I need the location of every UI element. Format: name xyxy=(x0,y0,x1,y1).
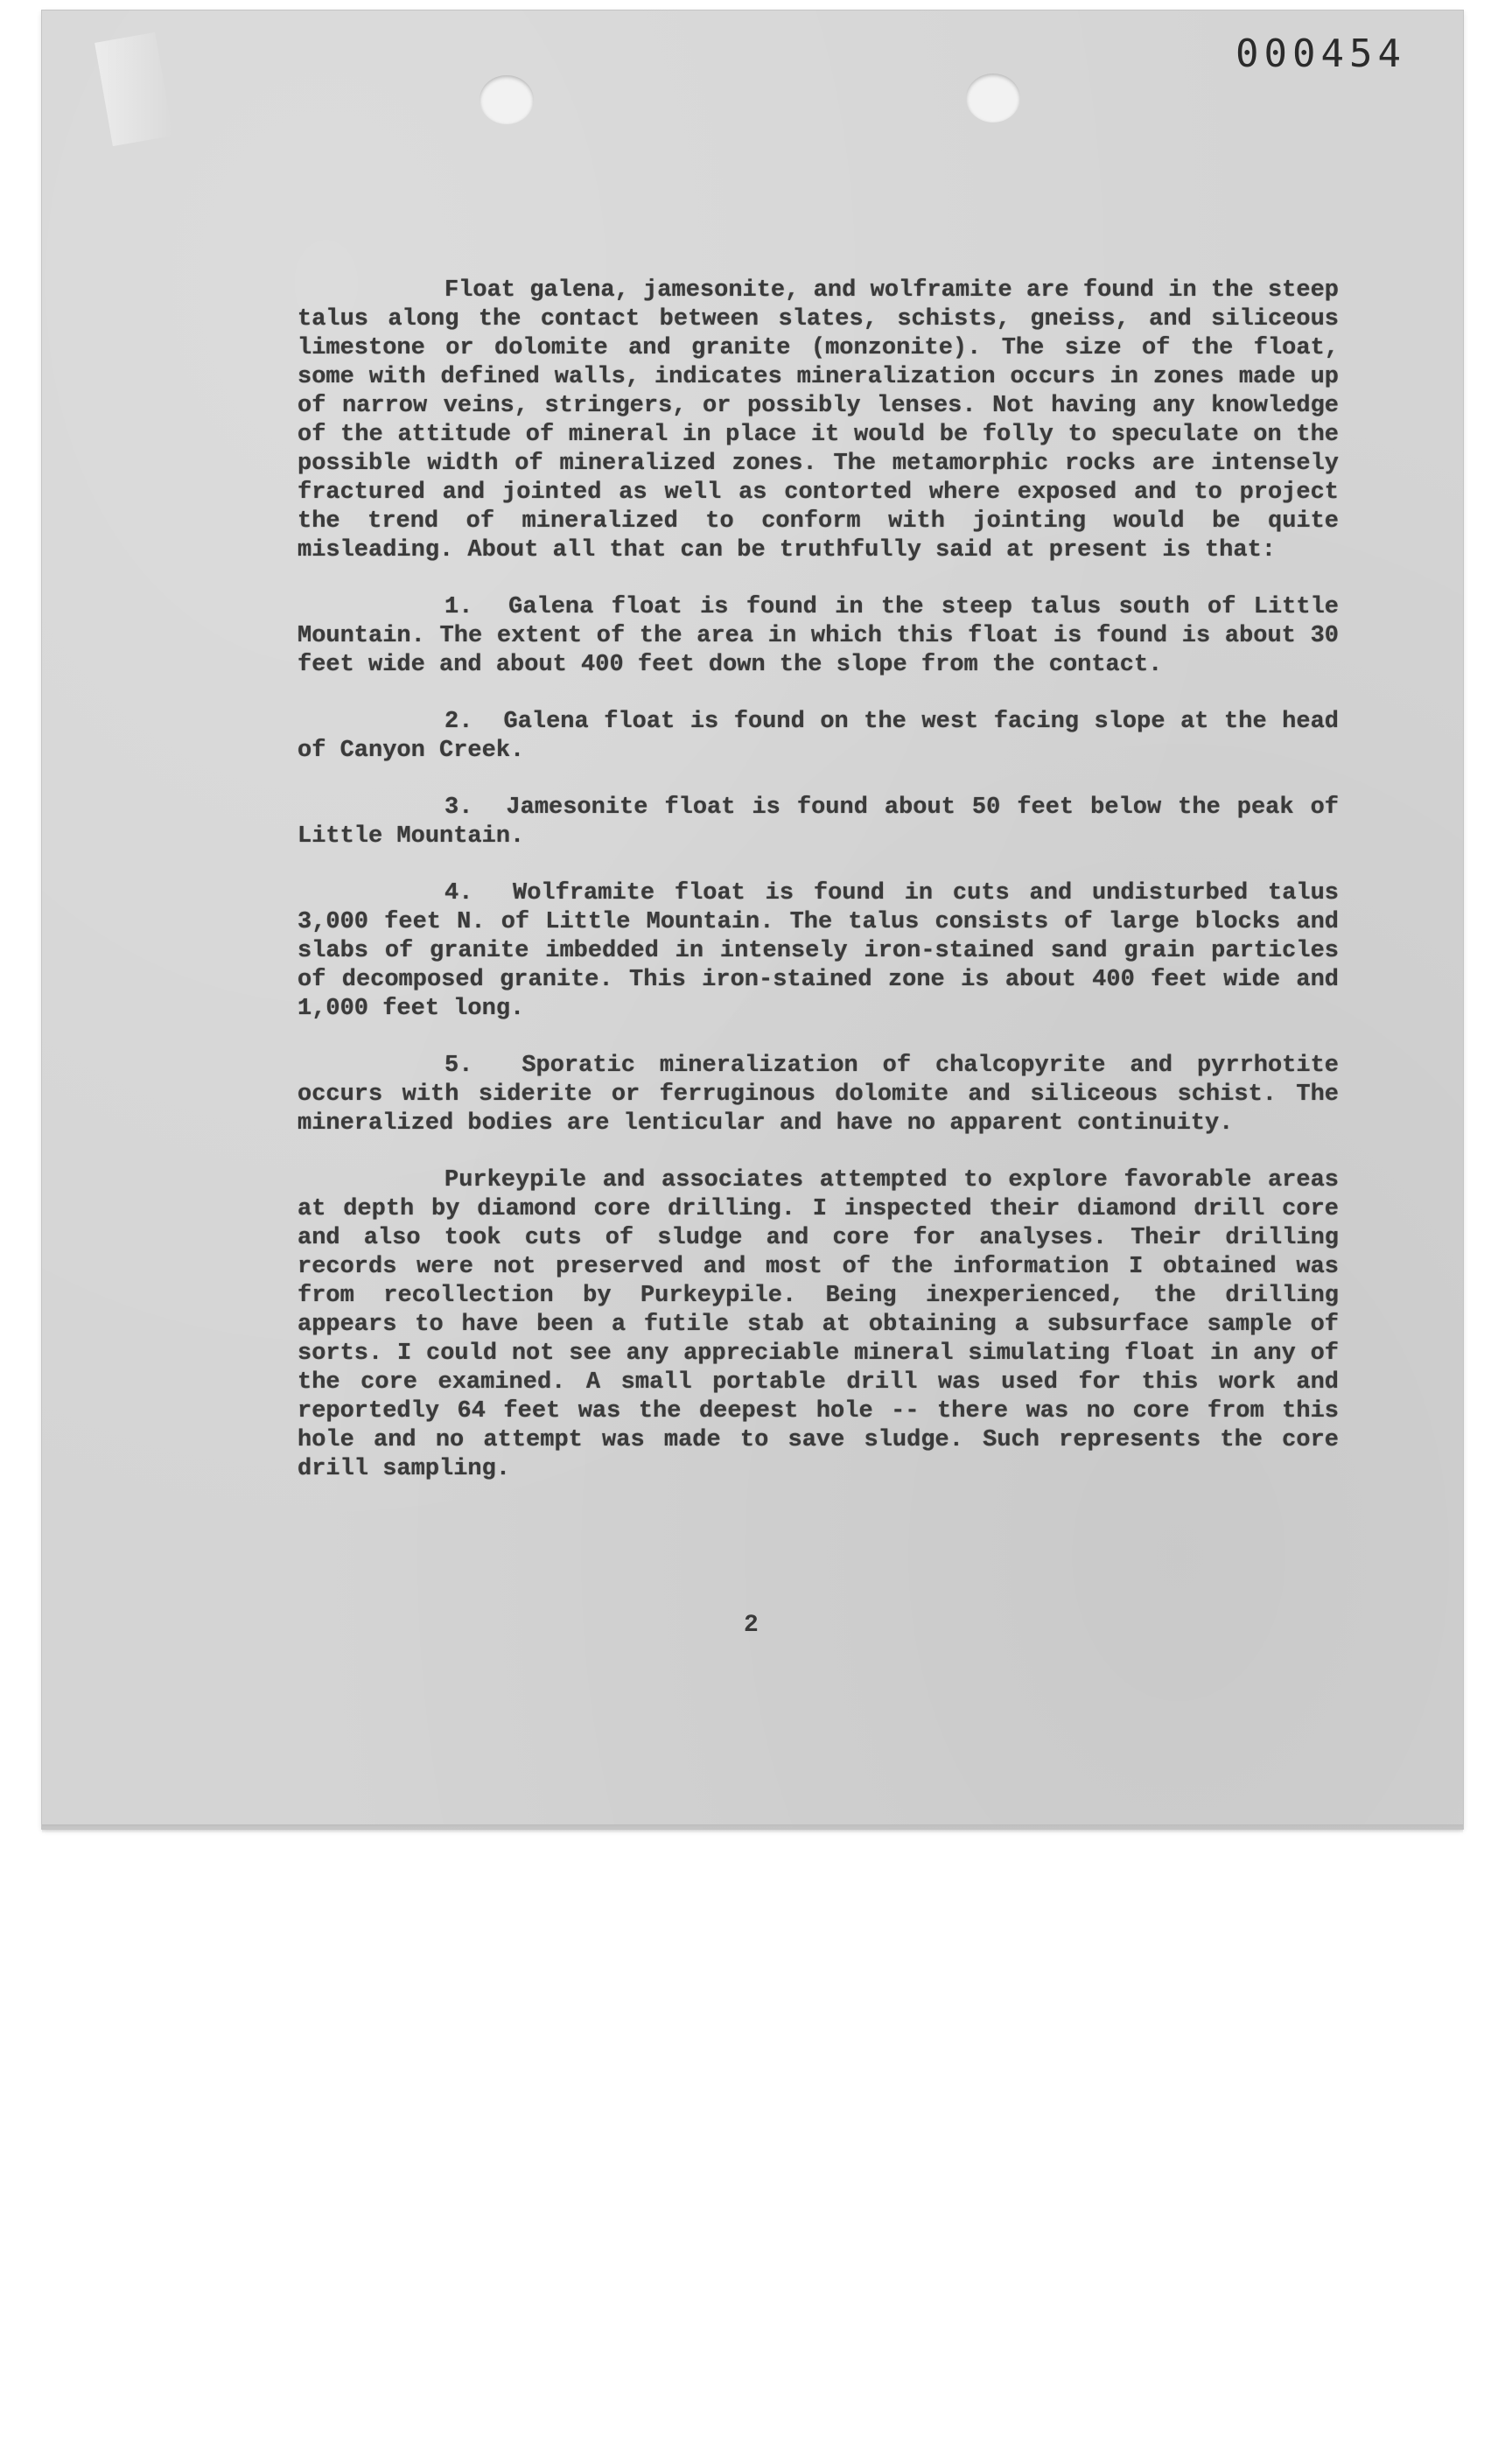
list-item-4 xyxy=(298,879,1339,1024)
list-item-text: Sporatic mineralization of chalcopyrite and pyrrhotite occurs with siderite or ferruginous dolomite and siliceous schist. The mineralized bodies are lenticular and have no apparent continuity. xyxy=(298,1053,1339,1137)
list-item-2 xyxy=(298,708,1339,766)
page-number: 2 xyxy=(744,1612,759,1639)
list-item-number: 2. xyxy=(444,709,473,735)
list-item-text: Wolframite float is found in cuts and undisturbed talus 3,000 feet N. of Little Mountain. The talus consists of large blocks and slabs of granite imbedded in intensely iron-stained sand grain particles of decomposed granite. This iron-stained zone is about 400 feet wide and 1,000 feet long. xyxy=(298,880,1340,1022)
list-item-number: 4. xyxy=(444,880,473,906)
list-item-5 xyxy=(298,1052,1339,1138)
list-item-3 xyxy=(298,794,1339,851)
page-edge-shadow xyxy=(42,1824,1463,1833)
list-item-1 xyxy=(298,593,1339,680)
list-item-text: Galena float is found in the steep talus south of Little Mountain. The extent of the area in which this float is found is about 30 feet wide and about 400 feet down the slope from the contact. xyxy=(298,594,1339,678)
intro-paragraph: Float galena, jamesonite, and wolframite are found in the steep talus along the contact between slates, schists, gneiss, and siliceous limestone or dolomite and granite (monzonite). The size of the float, some with defined walls, indicates mineralization occurs in zones made up of narrow veins, stringers, or possibly lenses. Not having any knowledge of the attitude of mineral in place it would be folly to speculate on the possible width of mineralized zones. The metamorphic rocks are intensely fractured and jointed as well as contorted where exposed and to project the trend of mineralized to conform with jointing would be quite misleading. About all that can be truthfully said at present is that: xyxy=(298,277,1339,564)
punch-hole-left xyxy=(480,75,534,124)
closing-paragraph: Purkeypile and associates attempted to explore favorable areas at depth by diamond core drilling. I inspected their diamond drill core and also took cuts of sludge and core for analyses. Their drilling records were not preserved and most of the information I obtained was from recollection by Purkeypile. Being inexperienced, the drilling appears to have been a futile stab at obtaining a subsurface sample of sorts. I could not see any appreciable mineral simulating float in any of the core examined. A small portable drill was used for this work and reportedly 64 feet was the deepest hole -- there was no core from this hole and no attempt was made to save sludge. Such represents the core drill sampling. xyxy=(298,1167,1339,1482)
list-item-text: Jamesonite float is found about 50 feet below the peak of Little Mountain. xyxy=(298,794,1339,850)
list-item-number: 1. xyxy=(444,594,473,620)
paper-smudge xyxy=(94,32,173,146)
document-stamp-number: 000454 xyxy=(1236,32,1406,76)
document-body xyxy=(298,276,1339,1512)
punch-hole-right xyxy=(966,74,1020,122)
list-item-text: Galena float is found on the west facing slope at the head of Canyon Creek. xyxy=(298,709,1339,764)
list-item-number: 3. xyxy=(444,794,473,821)
list-item-number: 5. xyxy=(444,1053,473,1079)
